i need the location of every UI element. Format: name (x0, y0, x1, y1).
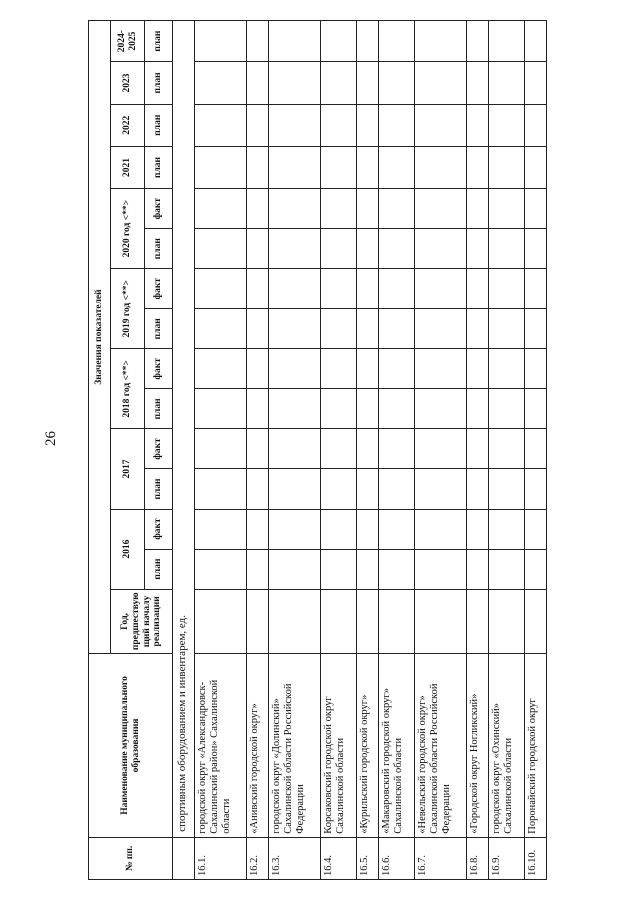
header-plan: план (145, 309, 173, 349)
value-cell (379, 589, 415, 654)
value-cell (415, 549, 467, 589)
header-plan: план (145, 469, 173, 509)
value-cell (467, 229, 489, 269)
value-cell (269, 589, 321, 654)
value-cell (415, 349, 467, 389)
value-cell (357, 104, 379, 146)
value-cell (357, 62, 379, 104)
row-municipality-name: Корсаковский городской округ Сахалинской области (321, 654, 357, 838)
value-cell (379, 62, 415, 104)
value-cell (247, 229, 269, 269)
value-cell (489, 21, 525, 62)
value-cell (247, 549, 269, 589)
page-number: 26 (43, 431, 59, 446)
value-cell (467, 349, 489, 389)
header-values: Значения показателей (89, 21, 111, 654)
value-cell (525, 104, 547, 146)
header-2018: 2018 год <**> (111, 349, 145, 429)
value-cell (467, 429, 489, 469)
value-cell (357, 389, 379, 429)
value-cell (195, 429, 247, 469)
table-row (269, 21, 321, 880)
value-cell (525, 509, 547, 549)
value-cell (415, 189, 467, 229)
value-cell (321, 146, 357, 188)
value-cell (415, 389, 467, 429)
row-number: 16.2. (247, 837, 269, 879)
value-cell (489, 104, 525, 146)
value-cell (467, 469, 489, 509)
value-cell (247, 269, 269, 309)
value-cell (525, 21, 547, 62)
value-cell (379, 146, 415, 188)
value-cell (489, 269, 525, 309)
value-cell (195, 104, 247, 146)
value-cell (467, 389, 489, 429)
value-cell (269, 389, 321, 429)
value-cell (195, 509, 247, 549)
value-cell (195, 469, 247, 509)
value-cell (415, 21, 467, 62)
value-cell (489, 349, 525, 389)
row-municipality-name: «Невельский городской округ» Сахалинской области Российской Федерации (415, 654, 467, 838)
table-row (247, 21, 269, 880)
value-cell (269, 549, 321, 589)
row-number: 16.3. (269, 837, 321, 879)
row-municipality-name: «Макаровский городской округ» Сахалинской области (379, 654, 415, 838)
row-municipality-name: Поронайский городской округ (525, 654, 547, 838)
row-number: 16.4. (321, 837, 357, 879)
value-cell (195, 549, 247, 589)
value-cell (321, 21, 357, 62)
value-cell (321, 469, 357, 509)
header-plan: план (145, 389, 173, 429)
value-cell (525, 309, 547, 349)
value-cell (247, 349, 269, 389)
table-row (467, 21, 489, 880)
value-cell (247, 21, 269, 62)
value-cell (379, 429, 415, 469)
value-cell (247, 429, 269, 469)
value-cell (321, 589, 357, 654)
header-fact: факт (145, 429, 173, 469)
value-cell (247, 589, 269, 654)
row-municipality-name: «Курильский городской округ» (357, 654, 379, 838)
value-cell (379, 21, 415, 62)
value-cell (525, 189, 547, 229)
value-cell (467, 509, 489, 549)
value-cell (357, 309, 379, 349)
value-cell (415, 62, 467, 104)
value-cell (415, 269, 467, 309)
row-number: 16.8. (467, 837, 489, 879)
value-cell (321, 62, 357, 104)
value-cell (525, 589, 547, 654)
header-year-before: Год, предшествую щий началу реализации (111, 589, 173, 654)
value-cell (489, 469, 525, 509)
value-cell (357, 269, 379, 309)
value-cell (321, 549, 357, 589)
value-cell (525, 269, 547, 309)
value-cell (489, 229, 525, 269)
value-cell (321, 229, 357, 269)
header-fact: факт (145, 349, 173, 389)
value-cell (525, 229, 547, 269)
value-cell (321, 389, 357, 429)
value-cell (269, 509, 321, 549)
value-cell (247, 469, 269, 509)
table-row (415, 21, 467, 880)
value-cell (489, 189, 525, 229)
value-cell (247, 146, 269, 188)
value-cell (357, 469, 379, 509)
value-cell (247, 189, 269, 229)
row-number: 16.1. (195, 837, 247, 879)
value-cell (195, 349, 247, 389)
value-cell (321, 309, 357, 349)
header-2021: 2021 (111, 146, 145, 188)
value-cell (247, 509, 269, 549)
value-cell (379, 389, 415, 429)
value-cell (357, 146, 379, 188)
value-cell (379, 229, 415, 269)
value-cell (467, 269, 489, 309)
header-2017: 2017 (111, 429, 145, 509)
row-number: 16.7. (415, 837, 467, 879)
rotated-table-container (88, 20, 620, 880)
value-cell (357, 429, 379, 469)
value-cell (269, 104, 321, 146)
value-cell (415, 229, 467, 269)
header-fact: факт (145, 189, 173, 229)
row-municipality-name: «Городской округ Ногликский» (467, 654, 489, 838)
value-cell (489, 62, 525, 104)
header-municipality: Наименование муниципального образования (89, 654, 173, 838)
value-cell (379, 349, 415, 389)
table-row (379, 21, 415, 880)
value-cell (321, 509, 357, 549)
row-number: 16.5. (357, 837, 379, 879)
value-cell (467, 309, 489, 349)
header-plan: план (145, 104, 173, 146)
value-cell (467, 62, 489, 104)
header-fact: факт (145, 509, 173, 549)
value-cell (415, 429, 467, 469)
value-cell (489, 429, 525, 469)
table-row (195, 21, 247, 880)
section-num-cell (173, 837, 195, 879)
value-cell (379, 549, 415, 589)
value-cell (357, 509, 379, 549)
value-cell (357, 589, 379, 654)
header-2023: 2023 (111, 62, 145, 104)
value-cell (467, 589, 489, 654)
header-2022: 2022 (111, 104, 145, 146)
table-row (525, 21, 547, 880)
header-num: № пп. (89, 837, 173, 879)
document-sheet (88, 20, 620, 880)
value-cell (415, 104, 467, 146)
header-plan: план (145, 549, 173, 589)
header-2020: 2020 год <**> (111, 189, 145, 269)
value-cell (467, 104, 489, 146)
value-cell (379, 309, 415, 349)
value-cell (247, 62, 269, 104)
row-number: 16.6. (379, 837, 415, 879)
value-cell (269, 269, 321, 309)
value-cell (489, 509, 525, 549)
row-municipality-name: городской округ «Охинский» Сахалинской области (489, 654, 525, 838)
value-cell (247, 309, 269, 349)
value-cell (467, 21, 489, 62)
value-cell (379, 189, 415, 229)
value-cell (269, 146, 321, 188)
header-plan: план (145, 62, 173, 104)
header-2024: 2024-2025 (111, 21, 145, 62)
value-cell (195, 389, 247, 429)
value-cell (195, 21, 247, 62)
value-cell (489, 309, 525, 349)
value-cell (321, 189, 357, 229)
value-cell (321, 349, 357, 389)
row-municipality-name: городской округ «Александровск-Сахалинский район» Сахалинской области (195, 654, 247, 838)
value-cell (195, 189, 247, 229)
value-cell (467, 189, 489, 229)
header-plan: план (145, 21, 173, 62)
value-cell (467, 146, 489, 188)
value-cell (415, 309, 467, 349)
value-cell (525, 429, 547, 469)
value-cell (467, 549, 489, 589)
value-cell (357, 21, 379, 62)
value-cell (269, 469, 321, 509)
value-cell (415, 589, 467, 654)
value-cell (247, 389, 269, 429)
row-municipality-name: городской округ «Долинский» Сахалинской области Российской Федерации (269, 654, 321, 838)
value-cell (489, 389, 525, 429)
value-cell (415, 146, 467, 188)
value-cell (525, 469, 547, 509)
value-cell (415, 509, 467, 549)
value-cell (489, 549, 525, 589)
value-cell (269, 429, 321, 469)
value-cell (269, 309, 321, 349)
value-cell (269, 62, 321, 104)
value-cell (525, 62, 547, 104)
value-cell (321, 269, 357, 309)
value-cell (525, 349, 547, 389)
value-cell (321, 429, 357, 469)
value-cell (357, 549, 379, 589)
value-cell (195, 589, 247, 654)
value-cell (269, 349, 321, 389)
header-2016: 2016 (111, 509, 145, 589)
section-title: спортивным оборудованием и инвентарем, ед. (173, 21, 195, 838)
value-cell (379, 269, 415, 309)
value-cell (195, 229, 247, 269)
value-cell (489, 589, 525, 654)
table-row (357, 21, 379, 880)
value-cell (415, 469, 467, 509)
table-header (89, 21, 173, 880)
value-cell (321, 104, 357, 146)
value-cell (379, 104, 415, 146)
header-fact: факт (145, 269, 173, 309)
value-cell (247, 104, 269, 146)
header-plan: план (145, 146, 173, 188)
table-row (489, 21, 525, 880)
value-cell (195, 62, 247, 104)
value-cell (525, 549, 547, 589)
value-cell (489, 146, 525, 188)
value-cell (269, 189, 321, 229)
value-cell (357, 229, 379, 269)
row-number: 16.10. (525, 837, 547, 879)
row-municipality-name: «Анивский городской округ» (247, 654, 269, 838)
table-body (173, 21, 547, 880)
value-cell (195, 269, 247, 309)
indicators-table (88, 20, 547, 880)
value-cell (379, 469, 415, 509)
value-cell (357, 189, 379, 229)
value-cell (525, 389, 547, 429)
header-2019: 2019 год <**> (111, 269, 145, 349)
value-cell (357, 349, 379, 389)
value-cell (269, 21, 321, 62)
header-plan: план (145, 229, 173, 269)
value-cell (379, 509, 415, 549)
value-cell (525, 146, 547, 188)
table-row (321, 21, 357, 880)
row-number: 16.9. (489, 837, 525, 879)
value-cell (195, 309, 247, 349)
value-cell (269, 229, 321, 269)
value-cell (195, 146, 247, 188)
